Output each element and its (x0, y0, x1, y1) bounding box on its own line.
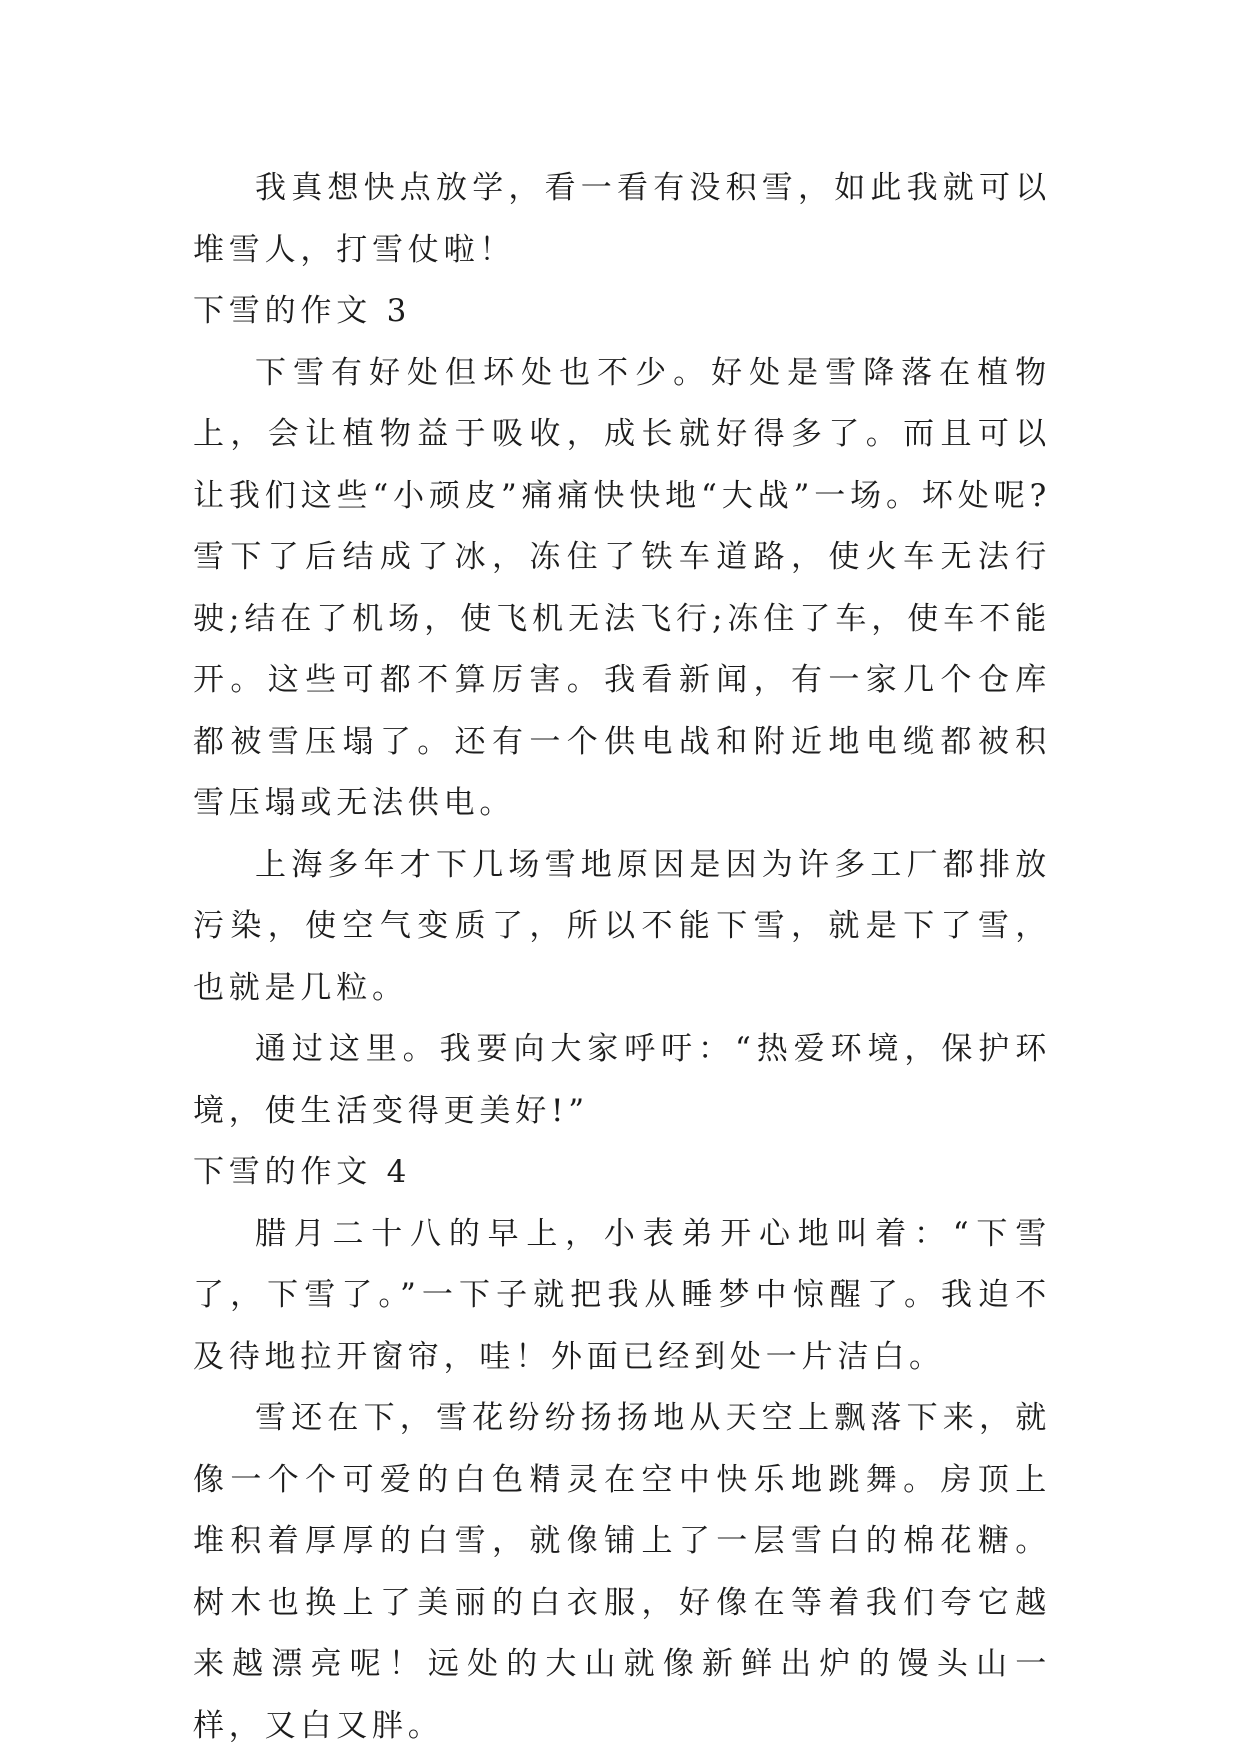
paragraph: 腊月二十八的早上，小表弟开心地叫着：“下雪了，下雪了。”一下子就把我从睡梦中惊醒了。我迫不及待地拉开窗帘，哇！外面已经到处一片洁白。 (193, 1215, 1051, 1375)
section-heading: 下雪的作文 3 (193, 293, 412, 329)
paragraph: 下雪有好处但坏处也不少。好处是雪降落在植物上，会让植物益于吸收，成长就好得多了。而且可以让我们这些“小顽皮”痛痛快快地“大战”一场。坏处呢?雪下了后结成了冰，冻住了铁车道路，使火车无法行驶;结在了机场，使飞机无法飞行;冻住了车，使车不能开。这些可都不算厉害。我看新闻，有一家几个仓库都被雪压塌了。还有一个供电战和附近地电缆都被积雪压塌或无法供电。 (193, 354, 1051, 821)
paragraph: 上海多年才下几场雪地原因是因为许多工厂都排放污染，使空气变质了，所以不能下雪，就是下了雪，也就是几粒。 (193, 846, 1051, 1006)
document-body (193, 158, 1051, 1757)
section-heading: 下雪的作文 4 (193, 1154, 412, 1190)
paragraph: 通过这里。我要向大家呼吁：“热爱环境，保护环境，使生活变得更美好!” (193, 1031, 1051, 1129)
paragraph: 我真想快点放学，看一看有没积雪，如此我就可以堆雪人，打雪仗啦！ (193, 170, 1051, 268)
paragraph: 雪还在下，雪花纷纷扬扬地从天空上飘落下来，就像一个个可爱的白色精灵在空中快乐地跳舞。房顶上堆积着厚厚的白雪，就像铺上了一层雪白的棉花糖。树木也换上了美丽的白衣服，好像在等着我们夸它越来越漂亮呢！远处的大山就像新鲜出炉的馒头山一样，又白又胖。 (193, 1400, 1051, 1744)
